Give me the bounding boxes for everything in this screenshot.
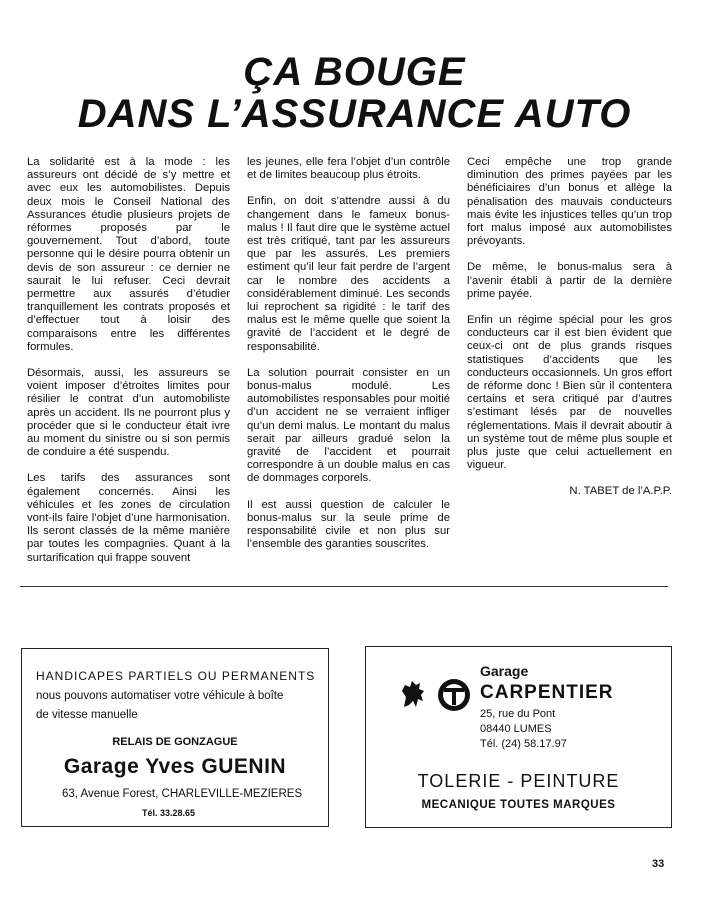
ad-text: nous pouvons automatiser votre véhicule à boîte [36, 690, 284, 702]
ad-address: 63, Avenue Forest, CHARLEVILLE-MEZIERES [62, 788, 303, 800]
paragraph: Enfin, on doit s’attendre aussi à du changement dans le fameux bonus-malus ! Il faut dire que le système actuel est très critiqué, tant par les assureurs que par les assurés. Les premiers estiment qu’il leur fait perdre de l’argent car le nombre des accidents a considérablement diminué. Les seconds lui reprochent sa rigidité : le tarif des malus est le même quelle que soient la gravité de l’accident et le degré de responsabilité. [247, 195, 450, 353]
talbot-t-icon [436, 677, 472, 713]
paragraph: les jeunes, elle fera l’objet d’un contrôle et de limites beaucoup plus étroits. [247, 156, 450, 182]
peugeot-lion-icon [396, 677, 430, 711]
article-title-line1: ÇA BOUGE [243, 50, 466, 94]
ad-phone: Tél. (24) 58.17.97 [480, 738, 567, 750]
ad-business-name: Garage Yves GUENIN [63, 755, 287, 778]
ad-garage-label: Garage [480, 663, 529, 679]
paragraph: Désormais, aussi, les assureurs se voient imposer d’étroites limites pour résilier le contrat d’un automobiliste après un accident. Ils ne pourront plus y procéder que si le conducteur était ivre au moment du sinistre ou si son permis de conduire a été suspendu. [27, 367, 230, 459]
ad-phone: Tél. 33.28.65 [142, 808, 196, 818]
paragraph: Enfin un régime spécial pour les gros conducteurs car il est bien évident que ceux-ci ont de plus grands risques statistiques d’accidents que les conducteurs occasionnels. Un gros effort de réforme donc ! Bien sûr il contentera certains et sera critiqué par d’autres s’estimant lésés par de nouvelles réglementations. Mais il devrait aboutir à un système tout de même plus souple et plus juste que celui actuellement en vigueur. [467, 314, 672, 472]
page-number: 33 [652, 858, 665, 870]
ad-address: 25, rue du Pont [480, 708, 556, 720]
ad-subtitle: RELAIS DE GONZAGUE [112, 736, 238, 748]
paragraph: De même, le bonus-malus sera à l’avenir établi à partir de la dernière prime payée. [467, 261, 672, 300]
advertisement-carpentier [365, 646, 672, 828]
article-column-3 [467, 156, 672, 512]
article-column-1 [27, 156, 230, 578]
paragraph: Il est aussi question de calculer le bonus-malus sur la seule prime de responsabilité civile et non plus sur l’ensemble des garanties souscrites. [247, 498, 450, 551]
paragraph: La solidarité est à la mode : les assureurs ont décidé de s’y mettre et avec eux les automobilistes. Depuis deux mois le Conseil National des Assurances étudie plusieurs projets de réformes proposés par le gouvernement. Tout d’abord, toute personne qui le désire pourra obtenir un devis de son assureur : ce dernier ne saurait le lui refuser. Ceci devrait permettre aux assurés d’étudier tranquillement les contrats proposés et d’effectuer tout à loisir des comparaisons entre les différentes formules. [27, 156, 230, 353]
ad-address: 08440 LUMES [480, 723, 552, 735]
author-signature: N. TABET de l’A.P.P. [569, 485, 672, 498]
paragraph: La solution pourrait consister en un bonus-malus modulé. Les automobilistes responsables pour moitié d’un accident ne se verraient infliger qu’un demi malus. Le montant du malus serait par ailleurs gradué selon la gravité de l’accident et pourrait correspondre à un double malus en cas de dommages corporels. [247, 366, 450, 485]
ad-services: TOLERIE - PEINTURE [417, 771, 620, 791]
paragraph: Les tarifs des assurances sont également concernés. Ainsi les véhicules et les zones de circulation vont-ils faire l’objet d’une harmonisation. Ils seront classés de la même manière par toutes les compagnies. Quant à la surtarification qui frappe souvent [27, 472, 230, 564]
paragraph: Ceci empêche une trop grande diminution des primes payées par les bénéficiaires d’un bonus et allège la pénalisation des mauvais conducteurs mais évite les injustices telles qu’un trop fort malus imposé aux automobilistes prévoyants. [467, 156, 672, 248]
advertisement-guenin [21, 648, 329, 827]
article-title-line2: DANS L’ASSURANCE AUTO [77, 92, 632, 136]
ad-text: de vitesse manuelle [36, 709, 138, 721]
article-column-2 [247, 156, 450, 564]
ad-headline: HANDICAPES PARTIELS OU PERMANENTS [36, 669, 316, 683]
divider [20, 586, 668, 587]
ad-services: MECANIQUE TOUTES MARQUES [421, 799, 616, 811]
ad-business-name: CARPENTIER [480, 682, 614, 703]
